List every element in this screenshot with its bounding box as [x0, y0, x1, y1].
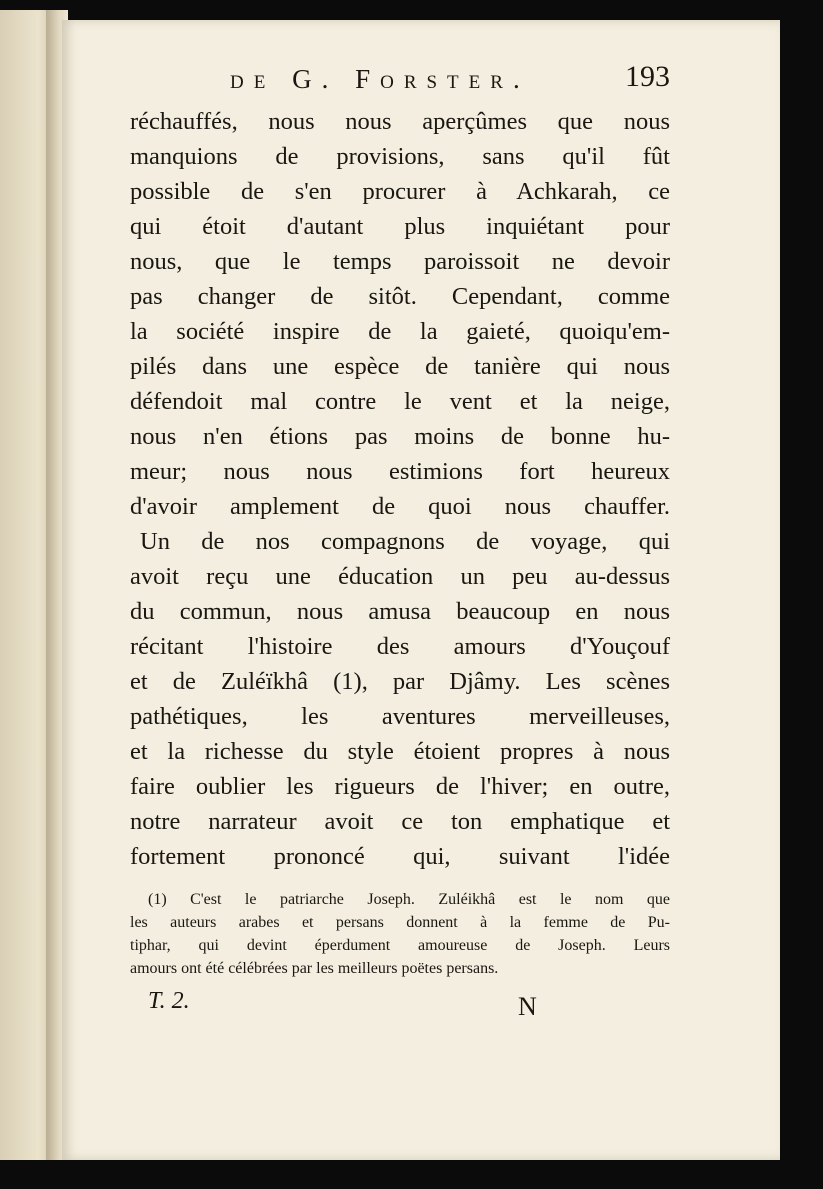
signature-letter: N — [518, 992, 537, 1021]
text-line: et la richesse du style étoient propres à nous — [130, 738, 670, 765]
text-line: manquions de provisions, sans qu'il fût — [130, 143, 670, 170]
body-text — [130, 104, 670, 874]
page-content — [130, 60, 670, 1026]
text-line: possible de s'en procurer à Achkarah, ce — [130, 178, 670, 205]
running-head-title: de G. Forster. — [230, 64, 530, 94]
text-line: meur; nous nous estimions fort heureux — [130, 458, 670, 485]
text-line: du commun, nous amusa beaucoup en nous — [130, 598, 670, 625]
text-line: la société inspire de la gaieté, quoiqu'em- — [130, 318, 670, 345]
text-line: réchauffés, nous nous aperçûmes que nous — [130, 108, 670, 135]
text-line: récitant l'histoire des amours d'Youçouf — [130, 633, 670, 660]
volume-mark: T. 2. — [148, 988, 190, 1014]
running-head — [130, 60, 670, 104]
text-line: nous n'en étions pas moins de bonne hu- — [130, 423, 670, 450]
paragraph-start-line: Un de nos compagnons de voyage, qui — [140, 528, 670, 555]
text-line: défendoit mal contre le vent et la neige, — [130, 388, 670, 415]
text-line: pilés dans une espèce de tanière qui nous — [130, 353, 670, 380]
text-line: et de Zuléïkhâ (1), par Djâmy. Les scènes — [130, 668, 670, 695]
footnote-line: tiphar, qui devint éperdument amoureuse de Joseph. Leurs — [130, 937, 670, 954]
page-number: 193 — [625, 60, 670, 93]
text-line: qui étoit d'autant plus inquiétant pour — [130, 213, 670, 240]
footnote-line: amours ont été célébrées par les meilleurs poëtes persans. — [130, 960, 499, 977]
signature-row — [130, 986, 670, 1026]
text-line: faire oublier les rigueurs de l'hiver; en outre, — [130, 773, 670, 800]
footnote-line: (1) C'est le patriarche Joseph. Zuléikhâ est le nom que — [148, 891, 670, 908]
footnote — [130, 888, 670, 980]
text-line: d'avoir amplement de quoi nous chauffer. — [130, 493, 670, 520]
footnote-line: les auteurs arabes et persans donnent à la femme de Pu- — [130, 914, 670, 931]
text-line: pas changer de sitôt. Cependant, comme — [130, 283, 670, 310]
book-page — [62, 20, 780, 1160]
text-line: pathétiques, les aventures merveilleuses, — [130, 703, 670, 730]
text-line: fortement prononcé qui, suivant l'idée — [130, 843, 670, 870]
text-line: avoit reçu une éducation un peu au-dessus — [130, 563, 670, 590]
text-line: nous, que le temps paroissoit ne devoir — [130, 248, 670, 275]
text-line: notre narrateur avoit ce ton emphatique et — [130, 808, 670, 835]
